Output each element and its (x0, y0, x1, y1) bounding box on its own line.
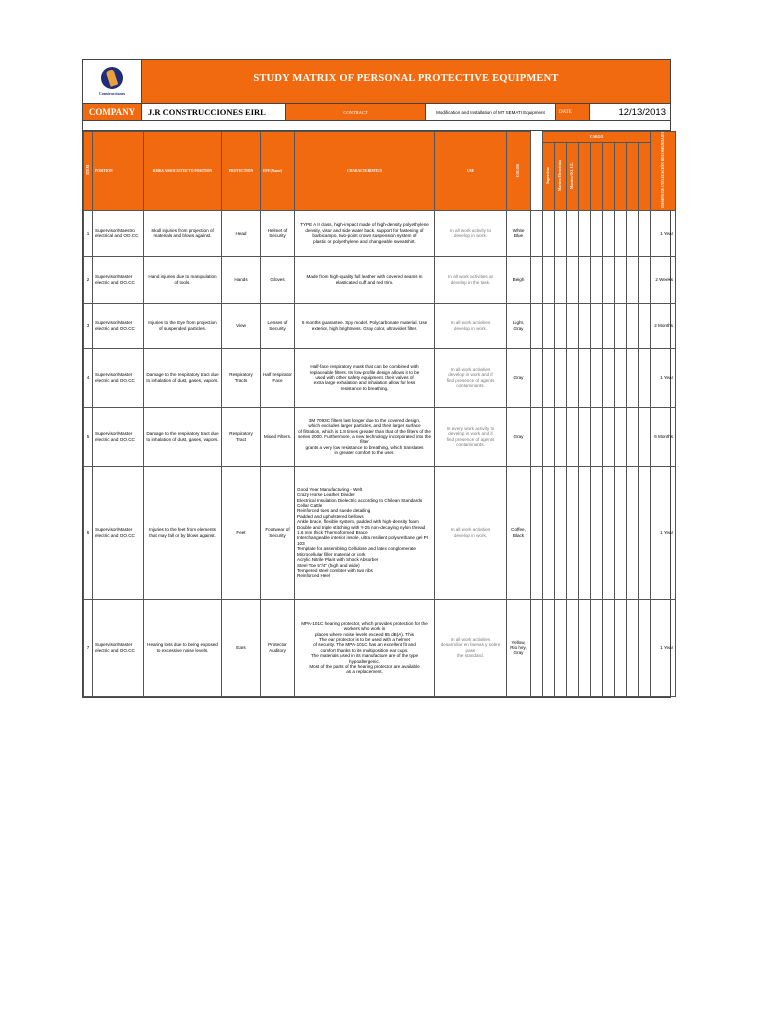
cell-characteristics-line: exterior, high brightness. Gray color, ultraviolet filter. (311, 325, 418, 331)
cell-time: 2 Months (651, 303, 676, 348)
table-row (84, 599, 676, 696)
cell-item: 5 (84, 407, 93, 466)
cell-cargo (615, 407, 627, 466)
cell-epp: Mixed Filters. (261, 407, 295, 466)
cell-item: 3 (84, 303, 93, 348)
cell-characteristics-line: Ankle brace, flexible system, padded with high-density foam (297, 519, 419, 525)
cell-cargo (603, 303, 615, 348)
cell-characteristics-line: Padded and upholstered bellows (297, 513, 364, 519)
cell-cargo (567, 599, 579, 696)
cell-characteristics-line: Crazy Horse Leather Divider (297, 492, 355, 498)
cell-use (435, 303, 507, 348)
cell-color: Gray (507, 407, 531, 466)
cell-epp: Gloves (261, 256, 295, 303)
cell-cargo (627, 466, 639, 599)
cell-position: Supervisor/Master electric and OO.CC (93, 348, 144, 407)
cell-cargo (603, 348, 615, 407)
cell-characteristics-line: Cellar Cattle (297, 503, 323, 509)
header-spacer (83, 121, 670, 131)
cell-use-line: In all work activities (450, 636, 491, 642)
cell-cargo (531, 407, 543, 466)
cell-characteristics-line: density, visor and side water back. support for fastening of (305, 227, 424, 233)
cell-color: Coffee, Black (507, 466, 531, 599)
table-row (84, 210, 676, 256)
cell-use-line: In every work activity to (446, 425, 495, 431)
cell-cargo (615, 348, 627, 407)
col-cargo-empty (615, 143, 627, 211)
cell-epp: Footwear of Security (261, 466, 295, 599)
cell-cargo (591, 348, 603, 407)
cell-cargo (543, 210, 555, 256)
cell-cargo (627, 407, 639, 466)
cell-protection: Feet (222, 466, 261, 599)
cell-characteristics-line: as a replacement. (346, 669, 383, 675)
cell-characteristics (295, 599, 435, 696)
cell-use-line: contaminants. (456, 442, 485, 448)
cell-cargo (603, 256, 615, 303)
cell-characteristics (295, 210, 435, 256)
cell-cargo (639, 303, 651, 348)
cell-use-line: develop in work. (453, 233, 488, 239)
cell-characteristics-line: Interchangeable interior insole, ultra resilient polyurethane gel PI (297, 535, 429, 541)
cell-cargo (567, 256, 579, 303)
cell-cargo (579, 348, 591, 407)
cell-use (435, 599, 507, 696)
cell-cargo (579, 407, 591, 466)
logo-emblem-icon (101, 67, 123, 89)
cell-cargo (627, 210, 639, 256)
cell-color: Light, Gray (507, 303, 531, 348)
cell-characteristics-line: Most of the parts of the hearing protector are available (309, 664, 420, 669)
cell-cargo (543, 348, 555, 407)
cell-time: 2 Weeks (651, 256, 676, 303)
cell-characteristics-line: replaceable filters. Its low-profile design allows it to be (309, 369, 420, 375)
cell-position: Supervisor/Maestro electrical and OO.CC (93, 210, 144, 256)
cell-use (435, 407, 507, 466)
cell-position: Supervisor/Master electric and OO.CC (93, 599, 144, 696)
cell-use-line: In all work activity to (449, 227, 492, 233)
cell-characteristics-line: Microcellular filler material or cork (297, 551, 366, 557)
cell-characteristics-line: Template for assembling Cellulose and latex conglomerate (297, 546, 416, 552)
cell-characteristics-line: 1.6 mm thick Thermoformed Brace (297, 530, 368, 536)
cell-cargo (543, 407, 555, 466)
ppe-table (83, 131, 676, 697)
cell-cargo (603, 466, 615, 599)
cell-characteristics-line: 6 months guarantee. Spy model. Polycarbonate material. Use (301, 320, 428, 326)
cell-characteristics-line: of security. The MPA-101C has an excellent fit and (313, 642, 416, 648)
cell-characteristics (295, 303, 435, 348)
cell-item: 6 (84, 466, 93, 599)
cell-characteristics-line: 3M 7093C filters last longer due to the covered design, (308, 417, 421, 423)
cell-characteristics (295, 466, 435, 599)
cell-use-line: develop in work and if (448, 372, 493, 378)
cell-epp: Lenses of Security (261, 303, 295, 348)
cell-use-line: develop in the task. (450, 279, 491, 285)
company-logo (83, 60, 142, 103)
cell-cargo (615, 256, 627, 303)
cell-protection: Hands (222, 256, 261, 303)
cell-protection: Ears (222, 599, 261, 696)
col-cargo-header: CARGO (543, 132, 651, 143)
table-row (84, 407, 676, 466)
cell-color: Yellow, Rio hey, Gray (507, 599, 531, 696)
cell-characteristics-line: 103 (297, 540, 305, 546)
cell-characteristics-line: comfort thanks to its multiposition ear cups. (320, 647, 409, 653)
cell-color: White Blue (507, 210, 531, 256)
cell-protection: Respiratory Tracts (222, 348, 261, 407)
cell-cargo (579, 466, 591, 599)
cell-use-line: develop in work. (453, 325, 488, 331)
cell-characteristics-line: The materials used in its manufacture are of the type (310, 653, 419, 659)
col-cargo-empty (591, 143, 603, 211)
cell-use-line: In all work activities (450, 366, 491, 372)
cell-cargo (639, 210, 651, 256)
cell-position: Supervisor/Master electric and OO.CC (93, 256, 144, 303)
cell-characteristics-line: The ear protector is to be used with a helmet (319, 636, 410, 642)
cell-use-line: find presence of agents (446, 377, 495, 383)
col-cargo-supervisor: Supervisor (543, 143, 555, 211)
col-cargo-empty (603, 143, 615, 211)
cell-epp: Protector Auditory (261, 599, 295, 696)
cell-characteristics-line: extra large exhalation and inhalation allow for less (313, 380, 416, 386)
cell-characteristics-line: Reinforced toes and suede detailing (297, 508, 371, 514)
cell-characteristics-line: Tempered steel combter with two ribs (297, 567, 373, 573)
cell-characteristics-line: Made from high-quality full leather with covered seams in (306, 274, 423, 280)
table-row (84, 303, 676, 348)
cell-cargo (591, 256, 603, 303)
ppe-matrix-sheet (82, 59, 674, 698)
cell-risk: Injuries to the Eye from projection of suspended particles. (144, 303, 222, 348)
cell-item: 2 (84, 256, 93, 303)
cell-cargo (579, 599, 591, 696)
cell-characteristics-line: series 2000. Furthermore, a new technology incorporated into the filter (297, 434, 432, 445)
cell-characteristics-line: MPA-101C hearing protector, which provides protection for the (301, 620, 428, 626)
cell-time: 6 Months (651, 407, 676, 466)
cell-color: Beigh (507, 256, 531, 303)
cell-cargo (555, 407, 567, 466)
cell-color: Gray (507, 348, 531, 407)
cargo-header-gap (531, 132, 543, 143)
cell-cargo (543, 303, 555, 348)
cell-cargo (579, 210, 591, 256)
cell-time: 1 Year (651, 210, 676, 256)
col-item-header: ITEM (84, 132, 93, 211)
cell-use (435, 256, 507, 303)
company-label: COMPANY (83, 104, 142, 120)
cell-cargo (615, 599, 627, 696)
contract-value: Modification and Installation of MT SEMATI Equipment (426, 104, 556, 120)
cell-item: 7 (84, 599, 93, 696)
cell-risk: Skull injuries from projection of materials and blows against. (144, 210, 222, 256)
table-row (84, 466, 676, 599)
cell-characteristics-line: barbicampo, two-point crown suspension system of (312, 233, 417, 239)
cell-cargo (555, 348, 567, 407)
cell-cargo (531, 303, 543, 348)
cell-characteristics-line: Acrylic Nitrile Plant with Shock Absorber (297, 557, 379, 563)
cell-characteristics-line: workers who work in (343, 626, 386, 632)
cell-protection: Respiratory Tract (222, 407, 261, 466)
cell-cargo (639, 599, 651, 696)
contract-label: CONTRACT (286, 104, 426, 120)
cell-cargo (603, 407, 615, 466)
cell-position: Supervisor/Master electric and OO.CC (93, 407, 144, 466)
col-cargo-empty (579, 143, 591, 211)
cell-cargo (531, 348, 543, 407)
cell-characteristics-line: in greater comfort to the user. (334, 450, 395, 456)
cell-cargo (567, 210, 579, 256)
cell-characteristics-line: places where noise levels exceed 85 dB(A). This (315, 631, 414, 637)
date-value: 12/13/2013 (618, 106, 666, 118)
cell-use-line: develop in work. (453, 532, 488, 538)
cell-cargo (567, 407, 579, 466)
cell-cargo (567, 303, 579, 348)
cell-item: 4 (84, 348, 93, 407)
cell-cargo (615, 210, 627, 256)
cell-characteristics (295, 407, 435, 466)
cell-cargo (567, 348, 579, 407)
cell-cargo (639, 407, 651, 466)
cell-cargo (591, 599, 603, 696)
cell-position: Supervisor/Master electric and OO.CC (93, 466, 144, 599)
page-title: STUDY MATRIX OF PERSONAL PROTECTIVE EQUIPMENT (253, 73, 559, 84)
cell-risk: Hand injuries due to manipulation of tools. (144, 256, 222, 303)
cell-characteristics (295, 256, 435, 303)
cell-epp: Half respirator Face (261, 348, 295, 407)
cell-use-line: In all work activities (450, 527, 491, 533)
cell-cargo (591, 303, 603, 348)
cell-characteristics-line: hypoallergenic. (349, 658, 380, 664)
cell-characteristics-line: Good Year Manufacturing - Welt (297, 486, 363, 492)
cell-use-line: desarrollar en faenas y sobre pase (440, 642, 501, 653)
cell-cargo (627, 599, 639, 696)
col-cargo-empty (627, 143, 639, 211)
cell-cargo (555, 256, 567, 303)
col-risks-header: RISKS ASSOCIATED TO POSITION (144, 132, 222, 211)
cell-cargo (615, 303, 627, 348)
cell-cargo (603, 599, 615, 696)
cell-cargo (567, 466, 579, 599)
cell-characteristics-line: of filtration, which is 1.8 times greater than that of the filters of the (298, 428, 431, 434)
cell-time: 1 Year (651, 466, 676, 599)
cell-cargo (639, 466, 651, 599)
cell-characteristics-line: Electrical Insulation Dielectric according to Chilean Standards (297, 497, 423, 503)
cell-time: 1 Year (651, 599, 676, 696)
cell-use-line: the standard. (457, 653, 484, 659)
cell-characteristics-line: which excludes larger particles, and their larger surface (308, 423, 421, 429)
cell-characteristics-line: used with other safety equipment. their valves of (315, 375, 414, 381)
date-label: DATE (556, 104, 590, 120)
cell-position: Supervisor/Master electric and OO.CC (93, 303, 144, 348)
cell-characteristics-line: Steel Toe 5"/4" (high and wide) (297, 562, 360, 568)
cell-characteristics-line: plastic or polyethylene and changeable sweatshirt. (313, 238, 416, 244)
col-cargo-maestro-oo: Maestro OO. CC. (567, 143, 579, 211)
title-bar (83, 60, 670, 104)
cell-cargo (543, 256, 555, 303)
cell-cargo (603, 210, 615, 256)
cell-cargo (555, 210, 567, 256)
cell-risk: Damage to the respiratory tract due to inhalation of dust, gases, vapors. (144, 348, 222, 407)
company-name: J.R CONSTRUCCIONES EIRL (142, 104, 286, 120)
cell-use-line: find presence of agents (446, 436, 495, 442)
cell-risk: Damage to the respiratory tract due to inhalation of dust, gases, vapors. (144, 407, 222, 466)
cell-use-line: develop in work and if (448, 431, 493, 437)
cell-protection: Head (222, 210, 261, 256)
cell-cargo (555, 599, 567, 696)
cell-cargo (543, 466, 555, 599)
col-time-header: TIEMPO DE UTILIZACIÓN RECOMENDADO (651, 132, 676, 211)
col-use-header: USE (435, 132, 507, 211)
company-row (83, 104, 670, 121)
cargo-blank-col (531, 143, 543, 211)
cell-use (435, 348, 507, 407)
cell-cargo (627, 256, 639, 303)
table-row (84, 256, 676, 303)
cell-cargo (639, 348, 651, 407)
cell-cargo (531, 256, 543, 303)
cell-cargo (627, 303, 639, 348)
cell-risk: Hearing loss due to being exposed to excessive noise levels. (144, 599, 222, 696)
cell-cargo (555, 303, 567, 348)
table-row (84, 348, 676, 407)
cell-cargo (543, 599, 555, 696)
cell-cargo (555, 466, 567, 599)
cell-use-line: In all work activities (450, 320, 491, 326)
cell-cargo (639, 256, 651, 303)
cell-cargo (579, 303, 591, 348)
col-color-header: COLOR (507, 132, 531, 211)
cell-use-line: In all work activities at (448, 274, 493, 280)
cell-cargo (591, 466, 603, 599)
cell-cargo (531, 466, 543, 599)
cell-item: 1 (84, 210, 93, 256)
cell-use (435, 210, 507, 256)
cell-characteristics-line: Reinforced Heel (297, 573, 330, 579)
cell-use (435, 466, 507, 599)
col-cargo-empty (639, 143, 651, 211)
cell-cargo (591, 407, 603, 466)
cell-cargo (627, 348, 639, 407)
cell-use-line: contaminants. (456, 383, 485, 389)
cell-epp: Helmet of Security (261, 210, 295, 256)
cell-characteristics (295, 348, 435, 407)
logo-text: Construcciones (98, 91, 126, 96)
col-characteristics-header: CHARACTERISTICS (295, 132, 435, 211)
cell-cargo (615, 466, 627, 599)
cell-cargo (591, 210, 603, 256)
col-protection-header: PROTECTION (222, 132, 261, 211)
col-cargo-electrician: Maestro Electricista (555, 143, 567, 211)
cell-time: 1 Year (651, 348, 676, 407)
cell-protection: View (222, 303, 261, 348)
cell-characteristics-line: resistance to breathing. (340, 385, 389, 391)
cell-characteristics-line: Half-face respiratory mask that can be combined with (310, 364, 419, 370)
cell-cargo (579, 256, 591, 303)
cell-characteristics-line: Double and triple stitching with Y-25 non-decaying nylon thread (297, 524, 426, 530)
cell-characteristics-line: grants a very low resistance to breathing, which translates (305, 444, 424, 450)
col-position-header: POSITION (93, 132, 144, 211)
cell-cargo (531, 599, 543, 696)
cell-characteristics-line: elasticated cuff and red trim. (335, 279, 394, 285)
col-epp-header: EPP (Name) (261, 132, 295, 211)
cell-risk: Injuries to the feet from elements that may fall or by blows against. (144, 466, 222, 599)
cell-characteristics-line: TYPE A II class, high-impact made of high-density polyethylene (300, 222, 429, 228)
cell-cargo (531, 210, 543, 256)
